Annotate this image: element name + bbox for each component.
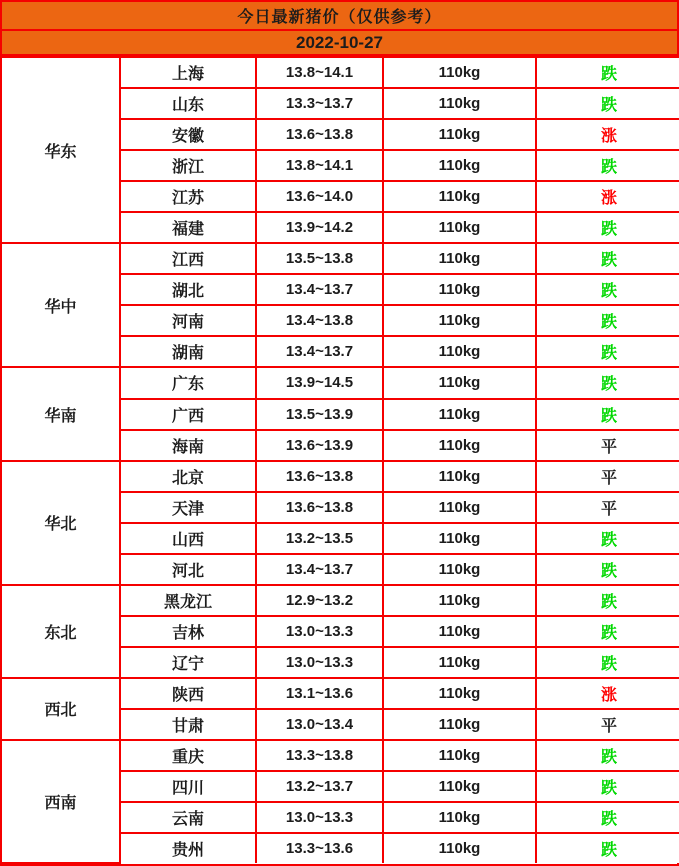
trend-cell: 跌 <box>536 243 679 274</box>
trend-cell: 跌 <box>536 57 679 88</box>
weight-cell: 110kg <box>383 740 536 771</box>
weight-cell: 110kg <box>383 367 536 398</box>
weight-cell: 110kg <box>383 461 536 492</box>
trend-cell: 跌 <box>536 771 679 802</box>
weight-cell: 110kg <box>383 181 536 212</box>
trend-cell: 跌 <box>536 802 679 833</box>
weight-cell: 110kg <box>383 430 536 461</box>
trend-cell: 涨 <box>536 181 679 212</box>
province-cell: 河南 <box>120 305 256 336</box>
region-cell: 西北 <box>2 678 120 740</box>
province-cell: 四川 <box>120 771 256 802</box>
price-cell: 13.3~13.8 <box>256 740 383 771</box>
price-cell: 13.4~13.7 <box>256 554 383 585</box>
price-cell: 13.6~13.9 <box>256 430 383 461</box>
province-cell: 北京 <box>120 461 256 492</box>
price-table <box>2 56 679 864</box>
price-cell: 13.6~13.8 <box>256 119 383 150</box>
weight-cell: 110kg <box>383 709 536 740</box>
trend-cell: 跌 <box>536 523 679 554</box>
trend-cell: 跌 <box>536 336 679 367</box>
region-cell: 华中 <box>2 243 120 367</box>
province-cell: 贵州 <box>120 833 256 863</box>
price-cell: 13.9~14.2 <box>256 212 383 243</box>
weight-cell: 110kg <box>383 243 536 274</box>
weight-cell: 110kg <box>383 88 536 119</box>
price-cell: 13.4~13.7 <box>256 336 383 367</box>
weight-cell: 110kg <box>383 399 536 430</box>
price-cell: 13.4~13.8 <box>256 305 383 336</box>
weight-cell: 110kg <box>383 305 536 336</box>
trend-cell: 跌 <box>536 150 679 181</box>
trend-cell: 涨 <box>536 119 679 150</box>
table-row <box>2 585 679 616</box>
table-row <box>2 678 679 709</box>
price-cell: 13.6~13.8 <box>256 461 383 492</box>
province-cell: 黑龙江 <box>120 585 256 616</box>
date-label: 2022-10-27 <box>2 31 677 56</box>
price-cell: 13.0~13.4 <box>256 709 383 740</box>
trend-cell: 跌 <box>536 740 679 771</box>
weight-cell: 110kg <box>383 150 536 181</box>
weight-cell: 110kg <box>383 771 536 802</box>
table-row <box>2 57 679 88</box>
province-cell: 江苏 <box>120 181 256 212</box>
page-title: 今日最新猪价（仅供参考） <box>2 2 677 31</box>
trend-cell: 平 <box>536 461 679 492</box>
trend-cell: 跌 <box>536 833 679 863</box>
province-cell: 山东 <box>120 88 256 119</box>
province-cell: 吉林 <box>120 616 256 647</box>
province-cell: 广西 <box>120 399 256 430</box>
weight-cell: 110kg <box>383 616 536 647</box>
table-row <box>2 367 679 398</box>
trend-cell: 跌 <box>536 274 679 305</box>
price-cell: 13.3~13.6 <box>256 833 383 863</box>
trend-cell: 跌 <box>536 88 679 119</box>
province-cell: 福建 <box>120 212 256 243</box>
table-row <box>2 740 679 771</box>
price-cell: 13.0~13.3 <box>256 802 383 833</box>
trend-cell: 跌 <box>536 399 679 430</box>
trend-cell: 跌 <box>536 367 679 398</box>
province-cell: 广东 <box>120 367 256 398</box>
trend-cell: 平 <box>536 492 679 523</box>
region-cell: 西南 <box>2 740 120 863</box>
price-cell: 13.8~14.1 <box>256 57 383 88</box>
table-row <box>2 243 679 274</box>
trend-cell: 平 <box>536 430 679 461</box>
price-cell: 13.4~13.7 <box>256 274 383 305</box>
weight-cell: 110kg <box>383 212 536 243</box>
price-cell: 13.8~14.1 <box>256 150 383 181</box>
province-cell: 辽宁 <box>120 647 256 678</box>
price-cell: 13.6~14.0 <box>256 181 383 212</box>
weight-cell: 110kg <box>383 678 536 709</box>
province-cell: 湖北 <box>120 274 256 305</box>
trend-cell: 跌 <box>536 554 679 585</box>
region-cell: 东北 <box>2 585 120 678</box>
province-cell: 江西 <box>120 243 256 274</box>
province-cell: 陕西 <box>120 678 256 709</box>
province-cell: 山西 <box>120 523 256 554</box>
weight-cell: 110kg <box>383 647 536 678</box>
price-cell: 13.5~13.8 <box>256 243 383 274</box>
trend-cell: 跌 <box>536 585 679 616</box>
price-cell: 13.0~13.3 <box>256 616 383 647</box>
province-cell: 云南 <box>120 802 256 833</box>
province-cell: 安徽 <box>120 119 256 150</box>
weight-cell: 110kg <box>383 523 536 554</box>
region-cell: 华东 <box>2 57 120 243</box>
province-cell: 天津 <box>120 492 256 523</box>
price-cell: 13.5~13.9 <box>256 399 383 430</box>
province-cell: 重庆 <box>120 740 256 771</box>
weight-cell: 110kg <box>383 119 536 150</box>
weight-cell: 110kg <box>383 585 536 616</box>
trend-cell: 跌 <box>536 616 679 647</box>
weight-cell: 110kg <box>383 336 536 367</box>
province-cell: 海南 <box>120 430 256 461</box>
region-cell: 华北 <box>2 461 120 585</box>
price-cell: 13.6~13.8 <box>256 492 383 523</box>
price-cell: 13.0~13.3 <box>256 647 383 678</box>
trend-cell: 跌 <box>536 305 679 336</box>
province-cell: 浙江 <box>120 150 256 181</box>
province-cell: 湖南 <box>120 336 256 367</box>
price-table-body <box>2 57 679 863</box>
price-cell: 13.3~13.7 <box>256 88 383 119</box>
price-cell: 13.2~13.7 <box>256 771 383 802</box>
weight-cell: 110kg <box>383 833 536 863</box>
trend-cell: 涨 <box>536 678 679 709</box>
weight-cell: 110kg <box>383 274 536 305</box>
table-row <box>2 461 679 492</box>
price-cell: 12.9~13.2 <box>256 585 383 616</box>
province-cell: 河北 <box>120 554 256 585</box>
weight-cell: 110kg <box>383 554 536 585</box>
province-cell: 上海 <box>120 57 256 88</box>
trend-cell: 平 <box>536 709 679 740</box>
price-cell: 13.1~13.6 <box>256 678 383 709</box>
weight-cell: 110kg <box>383 492 536 523</box>
trend-cell: 跌 <box>536 212 679 243</box>
trend-cell: 跌 <box>536 647 679 678</box>
weight-cell: 110kg <box>383 57 536 88</box>
region-cell: 华南 <box>2 367 120 460</box>
price-cell: 13.2~13.5 <box>256 523 383 554</box>
weight-cell: 110kg <box>383 802 536 833</box>
province-cell: 甘肃 <box>120 709 256 740</box>
price-cell: 13.9~14.5 <box>256 367 383 398</box>
